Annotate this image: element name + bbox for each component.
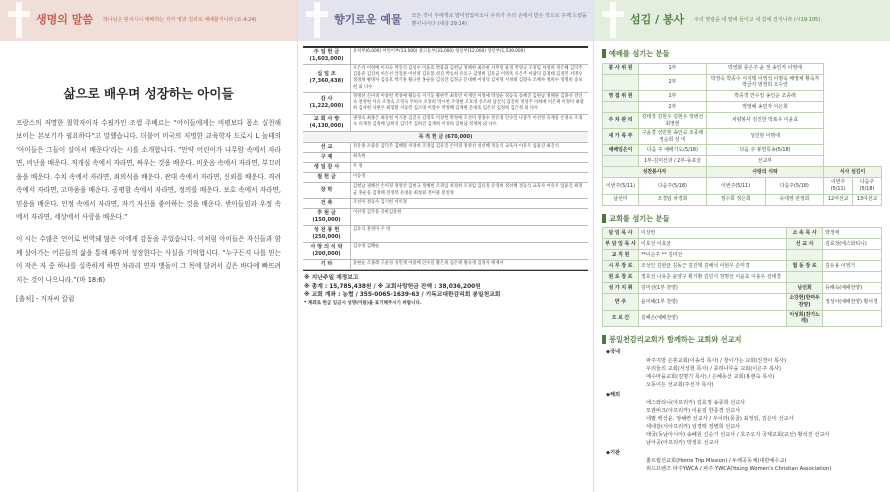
service-header — [594, 0, 890, 41]
essay-title: 삶으로 배우며 성장하는 아이들 — [63, 86, 234, 101]
church-server-cell: 반 주 — [603, 294, 639, 310]
offering-header-title: 향기로운 예물 — [334, 13, 402, 27]
sermon-header-verse: 하나님은 믿이시니 예배하는 자가 영과 진리로 예배할지니라 (요 4:24) — [102, 16, 257, 23]
offering-row — [303, 65, 588, 93]
mission-group — [606, 449, 880, 473]
offering-row-names: 유치부(6,000) 어린이부(13,000) 중고등부(33,000) 청년부(12,000) 장년부(1,539,000) — [353, 49, 526, 54]
worship-servers-table — [602, 63, 882, 206]
worship-duty-cell: 12여선교 — [824, 194, 853, 205]
worship-server-cell: 주 차 관 리 — [603, 112, 639, 128]
offering-label-line: (250,000) — [312, 233, 341, 240]
worship-server-cell: 영 접 위 원 — [603, 90, 639, 101]
church-server-cell — [823, 310, 882, 326]
offering-label-line: (200,000) — [312, 250, 341, 257]
church-server-cell: 오 르 간 — [603, 310, 639, 326]
offering-label-line: 생 일 감 사 — [313, 164, 340, 171]
worship-server-row — [603, 90, 882, 101]
service-column — [594, 0, 890, 492]
finance-report-line: ※ 총계 : 15,785,438원 / ※ 교회사랑헌금 잔액 : 38,036,200원 — [304, 283, 481, 290]
offering-row-label — [303, 183, 351, 197]
church-server-cell: 정호선 나유준 윤양구 황기환 김민식 정명선 이윤효 이용우 김태경 — [639, 272, 787, 283]
offering-row-label — [303, 173, 351, 182]
mission-item: 예수마을교회(김명기 목사) / 은혜동산 교회(홍현숙 목사) — [646, 373, 775, 380]
worship-server-row — [603, 112, 882, 128]
sermon-column — [0, 0, 297, 492]
worship-duty-cell: 이번주(5/11) — [603, 178, 639, 194]
offering-row-names: 이승정 — [353, 174, 366, 180]
offering-row-names: 권정숙 최종은 최유현 이기훈 김진유 김영호 이상헌 박정애 조선미 정종수 전유정 안수일 나봉주 이선영 유재웅 손경숙 조경숙 유재정 김정배 남희진 김덕주 김하진 김재희 이성희 김현남 정재희 외 다수 — [353, 115, 583, 127]
offering-label-line: (1,603,000) — [309, 56, 344, 63]
church-server-cell: 이호선 이효균 — [639, 239, 787, 250]
worship-duty-cell: 이번주(5/11) — [706, 178, 765, 194]
missions-list — [606, 348, 880, 473]
offering-table — [303, 46, 588, 271]
mission-group — [606, 391, 880, 447]
worship-server-cell: 선교부 — [706, 156, 823, 167]
offering-row-label — [303, 226, 351, 242]
offering-row — [303, 209, 588, 226]
church-server-cell: 소 속 목 사 — [787, 228, 823, 239]
offering-row — [303, 243, 588, 260]
church-server-row — [603, 239, 882, 250]
church-server-row — [603, 294, 882, 310]
offering-row-names: 송현순 조종레 구윤경 성민재 이창배 안수일 황은희 검은택 황숙재 김경자 배재서 — [353, 260, 504, 266]
offering-label-line: (150,000) — [312, 216, 341, 223]
purpose-offering-label: 목 적 헌 금 (670,000) — [303, 132, 588, 144]
worship-server-cell: 박영해 송민자 이은희 — [706, 101, 823, 112]
worship-duty-cell: 성찬봉사자 — [603, 167, 707, 178]
worship-server-cell: 2부 — [639, 101, 707, 112]
worship-server-cell: 2부 — [639, 74, 707, 90]
church-server-row — [603, 310, 882, 326]
offering-row-label — [303, 199, 351, 208]
offering-row-label — [303, 115, 351, 131]
finance-report — [304, 274, 587, 308]
worship-duty-cell: 13여선교 — [853, 194, 882, 205]
mission-category: ◆해외 — [606, 391, 621, 398]
worship-duty-cell: 조경임 차경희 — [639, 194, 707, 205]
church-server-cell: 김미선(1부 찬양) — [639, 283, 787, 294]
offering-row — [303, 115, 588, 132]
worship-duty-row — [603, 194, 882, 205]
worship-server-cell: 박종경 안수일 송인순 조종래 — [706, 90, 823, 101]
cross-icon — [8, 2, 30, 38]
sermon-header-title: 생명의 말씀 — [36, 13, 93, 27]
offering-label-line: 십 일 조 — [317, 71, 336, 78]
church-server-row — [603, 228, 882, 239]
worship-server-row — [603, 63, 882, 74]
worship-server-cell: 예배일은이 — [603, 145, 639, 156]
worship-server-cell: 봉 사 위 원 — [603, 63, 639, 74]
church-server-cell: 성 가 지 휘 — [603, 283, 639, 294]
sermon-header — [0, 0, 297, 41]
offering-label-line: 기 타 — [320, 260, 333, 267]
offering-row — [303, 93, 588, 115]
offering-row-label — [303, 48, 351, 64]
offering-row — [303, 163, 588, 173]
essay-paragraph-2: 이 시는 수많은 언어로 번역돼 많은 이에게 감동을 주었습니다. 이처럼 아이들은 자신들과 함께 살아가는 어른들의 삶을 통해 배우며 성장한다는 사실을 기억합시다. “누구든지 나를 믿는 이 작은 자 중 하나를 실족하게 하면 차라리 연자 맷돌이 그 목에 달려서 깊은 바다에 빠뜨려지는 것이 나으니라.”(마 18:6) — [16, 235, 281, 284]
church-server-cell: 윤미혜(1부 찬양) — [639, 294, 787, 310]
mission-group — [606, 348, 880, 388]
offering-row-names: 오은자 이영배 이지숙 박진석 김성수 이윤효 박용화 김현남 정해현 최유현 서무연 윤정 박영규 조경임 차경희 정은혜 김덕주 김용준 김진희 이은선 안장훈 이선영 김유봉 성진 박동희 유동구 김영희 김유균 이영옥 유은주 이광덕 김경태 김정민 서명수 정정희 황명자 김응호 박기홍 황규란 홍순풍 김성진 김정규 문대혜 이성덕 김미영 서정태 김향숙 조혜자 정희수 정명희 송보현 외 다수 — [353, 66, 583, 90]
church-server-cell: 정성아(예배찬양) 황서경 — [823, 294, 882, 310]
worship-server-cell: 박정숙 박종수 서지택 이영석 이명숙 배영채 황숙자 박금자 방정희 오수연 — [706, 74, 823, 90]
mission-item: 모잠비크(아프리카) 이윤걸 한종경 선교사 — [646, 407, 741, 414]
offering-row-label — [303, 153, 351, 162]
mission-category: ◆기관 — [606, 450, 621, 457]
church-server-row — [603, 250, 882, 261]
church-server-cell: 시 무 장 로 — [603, 261, 639, 272]
church-server-cell: 이상헌 — [639, 228, 787, 239]
church-server-cell — [787, 250, 823, 261]
church-server-cell: 박정애 — [823, 228, 882, 239]
church-server-cell: 교 직 원 — [603, 250, 639, 261]
offering-row-names: 전유종 조중유 김덕주 김혜원 차경희 조경임 김유진 손미경 정영선 성선혜 정동식 교육자 이유우 임윤진 최진석 — [353, 144, 559, 150]
offering-row — [303, 143, 588, 153]
worship-server-cell: 새 가 족 부 — [603, 129, 639, 145]
offering-label-line: 감 사 — [320, 96, 333, 103]
offering-row-label — [303, 163, 351, 172]
church-server-cell: 원 로 장 로 — [603, 272, 639, 283]
offering-row-label — [303, 209, 351, 225]
church-server-cell: 부 담 임 목 사 — [603, 239, 639, 250]
offering-label-line: 성 전 봉 헌 — [313, 226, 340, 233]
worship-duty-cell: 식사 섬김이 — [824, 167, 882, 178]
offering-row-label — [303, 260, 351, 269]
church-server-cell — [823, 272, 882, 283]
church-server-cell: 조성인 김현균 김동근 김진택 김해석 이현우 손미경 — [639, 261, 787, 272]
church-server-cell — [823, 250, 882, 261]
offering-row — [303, 183, 588, 198]
mission-item: 파주지방 은혼교회(이송석 목사) / 창이가는 교회(진경이 목사) — [646, 357, 787, 364]
mission-item: 남아공(아프리카) 박정호 선교사 — [646, 440, 719, 447]
church-server-cell: 남진희 — [787, 283, 823, 294]
church-server-cell: **이순주 ** 김미선 — [639, 250, 787, 261]
offering-row — [303, 199, 588, 209]
offering-row-names: 이선영 김주용 유한김용현 — [353, 209, 402, 215]
offering-label-line: 주 일 헌 금 — [313, 49, 340, 55]
worship-server-row — [603, 145, 882, 156]
offering-header-verse: 모든 것이 주에게로 말미암았사오니 우리가 주의 손에서 받은 것으로 주께 드렸을 뿐이니이다 (대상 29:14) — [411, 13, 587, 27]
mission-item: 우리들의 교회(서성현 목사) / 종려나무숲 교회(이은주 목사) — [646, 365, 781, 372]
mission-category: ◆국내 — [606, 349, 621, 356]
worship-duty-cell: 유대영 전정희 — [765, 194, 824, 205]
offering-label-line: 건 축 — [320, 199, 333, 206]
offering-row-names: 최욱현 — [353, 154, 366, 160]
offering-row-names: 김유식 홍영미 우 영 — [353, 226, 391, 232]
offering-label-line: 장 학 — [320, 187, 333, 194]
offering-row-names: 김수영 김혜순 — [353, 243, 380, 249]
church-server-cell: 김유용 이영기 — [823, 261, 882, 272]
worship-duty-cell: 사랑의 식탁 — [706, 167, 823, 178]
offering-row-names: 김현남 권혜선 손미경 정영선 김현규 정해현 조경임 차경희 조경임 김유정 유영희 정선혜 정동식 교육자 이유우 임윤진 최경균 홍순웅 김정태 전정복 유대용 최창회 전미중 봉일영 — [353, 184, 583, 196]
offering-label-line: 후 원 금 — [317, 209, 336, 216]
offering-row-names: 우 영 — [353, 164, 363, 170]
worship-server-cell — [603, 74, 639, 90]
worship-servers-heading: 예배를 섬기는 분들 — [602, 49, 882, 59]
church-server-row — [603, 283, 882, 294]
worship-duty-cell: 이번주(5/11) — [824, 178, 853, 194]
mission-item: 위드프렌즈 파주YWCA / 파주 YWCA(Young Women's Christian Association) — [646, 466, 832, 473]
offering-row-label — [303, 243, 351, 259]
mission-item: 홈트립선교회(Home Trip Mission) / 두레공동체(대한예수교) — [646, 458, 787, 465]
worship-server-cell: 다음 주 봉헌특송(5/18) — [706, 145, 823, 156]
worship-server-cell — [603, 156, 639, 167]
worship-server-cell: 성민현 이명애 — [706, 129, 823, 145]
church-server-cell: 유해숙(예배찬양) — [823, 283, 882, 294]
worship-server-cell: 구윤경 성민현 송인숙 조종래 정순희 성 미 — [639, 129, 707, 145]
worship-duty-cell: 정수희 정은희 — [706, 194, 765, 205]
finance-report-note: * 계좌로 헌금 입금시 성명(이름)을 표기해주시기 바랍니다. — [304, 301, 422, 307]
offering-label-line: (1,222,000) — [309, 103, 344, 110]
mission-item: 에스와티니(아프리카) 김효정 송종희 선교사 — [646, 399, 746, 406]
offering-row — [303, 260, 588, 270]
worship-server-cell: 1부 — [639, 63, 707, 74]
church-server-row — [603, 272, 882, 283]
cross-icon — [602, 2, 624, 38]
offering-row — [303, 173, 588, 183]
offering-row-label — [303, 143, 351, 152]
essay-source: [출처] - 거자씨 칼럼 — [16, 295, 75, 304]
missions-heading: 봉일천감리교회가 함께하는 교회와 선교지 — [602, 335, 882, 345]
worship-duty-row — [603, 167, 882, 178]
worship-server-cell: 1부 — [639, 90, 707, 101]
service-header-verse: 주의 영광을 내 말에 들이고 내 길에 걸지니라 (시19:105) — [694, 16, 821, 23]
church-server-cell: 이성희(찬가노래) — [787, 310, 823, 326]
worship-server-row — [603, 156, 882, 167]
church-server-cell: 김효정(에스와티니) — [823, 239, 882, 250]
worship-server-cell: 다음 주 예배기도(5/18) — [639, 145, 707, 156]
finance-report-line: ※ 지난주일 재정보고 — [304, 274, 359, 281]
offering-label-line: 교 회 사 랑 — [313, 115, 340, 122]
church-server-cell: 협 동 장 로 — [787, 261, 823, 272]
worship-duty-cell: 남선미 — [603, 194, 639, 205]
church-server-cell: 선 교 사 — [787, 239, 823, 250]
cross-icon — [306, 2, 328, 38]
offering-row — [303, 226, 588, 243]
offering-label-line: (4,130,000) — [309, 122, 344, 129]
worship-duty-row — [603, 178, 882, 194]
offering-row-names: 조선미 정동수 김기헌 이미정 — [353, 199, 407, 205]
mission-item: 세네갈(서아프리카) 임경택 정병희 선교사 — [646, 424, 741, 431]
offering-label-line: 선 교 — [320, 144, 333, 151]
worship-duty-cell: 다음주(5/18) — [853, 178, 882, 194]
worship-server-cell: 차량봉사 김진한 박표우 이윤효 — [706, 112, 823, 128]
offering-label-line: 절 헌 금 — [317, 174, 336, 181]
mission-item: 태국(동남아시아) 송혜원 신순기 선교사 / 호주오지 국제교회(교선) 황석진 선교사 — [646, 432, 830, 439]
offering-label-line: 구 제 — [320, 154, 333, 161]
mission-item: 오동이든 선교회(주선자 목사) — [646, 381, 714, 388]
worship-server-cell — [603, 101, 639, 112]
worship-server-row — [603, 101, 882, 112]
offering-row — [303, 48, 588, 65]
offering-label-line: (7,360,438) — [309, 78, 344, 85]
church-servers-heading: 교회를 섬기는 분들 — [602, 214, 882, 224]
offering-row-names: 정병선 손미경 이상헌 박정애 황동유 이기동 황현주 최옥만 이재연 이정애 박상순 정동욱 송혜진 김현남 정혜원 김종선 강인숙 천정현 이유 조정숙 조경숙 주희수 조경희 박시현 조영현 조호영 유조희 남진석 김진희 정성주 이희애 이은재 이정미 최광희 김자현 서현우 최형환 서동민 김소영 이향수 박정혜 김재현 문대호 임은선 김정희 김은정 외 다수 — [353, 93, 584, 112]
church-server-cell: 담 임 목 사 — [603, 228, 639, 239]
offering-row — [303, 153, 588, 163]
church-server-cell: 소강현(한마두찬양) — [787, 294, 823, 310]
worship-duty-cell: 다음주(5/18) — [639, 178, 707, 194]
worship-server-cell: 박영화 류은주 윤 정 송인자 이영애 — [706, 63, 823, 74]
worship-server-row — [603, 74, 882, 90]
church-servers-table — [602, 227, 882, 326]
church-server-row — [603, 261, 882, 272]
worship-duty-cell: 다음주(5/18) — [765, 178, 824, 194]
worship-server-row — [603, 129, 882, 145]
offering-column — [297, 0, 594, 492]
church-server-cell: 김혜은(예배찬양) — [639, 310, 787, 326]
essay-paragraph-1: 프랑스의 저명한 철학자이자 수필가인 조셉 주베르는 “아이들에게는 비평보다 몸소 실천해 보이는 본보기가 필요하다”고 말했습니다. 더불어 미국의 저명한 교육학자 도로시 L 놀테의 ‘아이들은 그들이 살아서 배운다’라는 시를 소개합니다. “만약 어린이가 나무람 속에서 자라면, 비난을 배운다. 적개심 속에서 자라면, 싸우는 것을 배운다. 비웃음 속에서 자라면, 부끄러움을 배운다. 수치 속에서 자라면, 죄의식을 배운다. 관대 속에서 자라면, 신뢰를 배운다. 격려 속에서 자라면, 고마움을 배운다. 공평함 속에서 자라면, 정의를 배운다. 보호 속에서 자라면, 믿음을 배운다. 인정 속에서 자라면, 자기 자신을 좋아하는 것을 배운다. 받아들임과 우정 속에서 자라면, 세상에서 사랑을 배운다.” — [16, 118, 281, 222]
worship-server-cell: 김태경 김현우 김현우 정병선 최영현 — [639, 112, 707, 128]
mission-item: 네팔 백성윤, 정혜련 선교사 / 우이라(몽골) 최정임, 김은미 선교사 — [646, 415, 794, 422]
service-header-title: 섬김 / 봉사 — [630, 13, 685, 27]
church-server-cell — [787, 272, 823, 283]
worship-server-cell: 1부-김미선과 / 2부-동포살 — [639, 156, 707, 167]
offering-label-line: 사 랑 의 식 탁 — [310, 243, 343, 250]
offering-row-label — [303, 93, 351, 114]
offering-row-label — [303, 65, 351, 92]
offering-header — [298, 0, 593, 41]
finance-report-line: ※ 교회 계좌 : 농협 / 355-0065-1639-63 / 기독교대한감리회 봉일천교회 — [304, 292, 501, 299]
